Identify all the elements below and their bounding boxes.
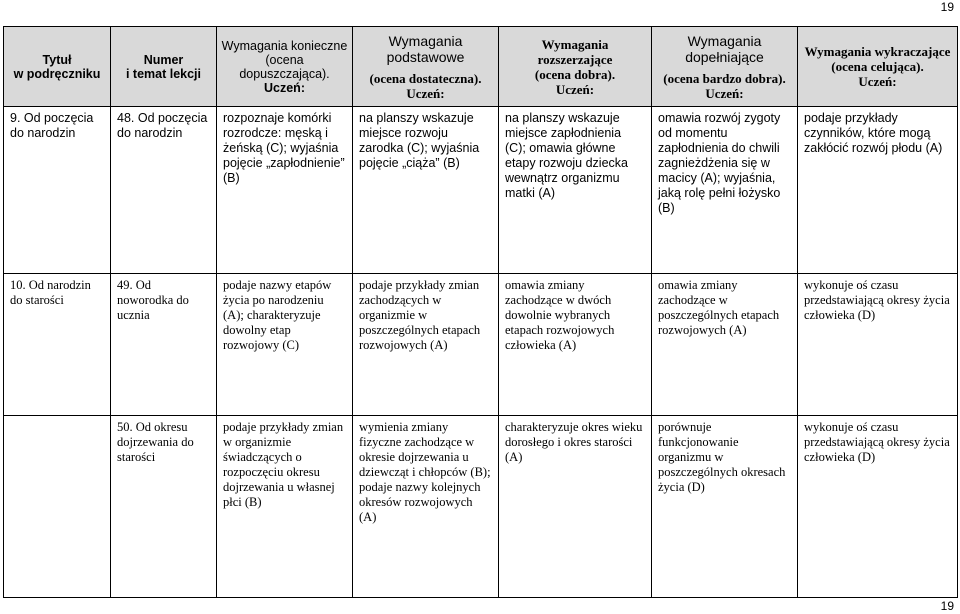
table-row: [4, 107, 958, 274]
header-konieczne-line-3: Uczeń:: [264, 80, 305, 95]
cell-dopelniajace: omawia rozwój zygoty od momentu zapłodnienia do chwili zagnieżdżenia się w macicy (A); wyjaśnia, jaką rolę pełni łożysko (B): [652, 107, 798, 274]
header-rozszerzajace-line-3: Uczeń:: [555, 81, 595, 97]
header-title-column: [4, 27, 111, 107]
cell-lesson: 49. Od noworodka do ucznia: [111, 274, 217, 416]
header-lesson-line-1: Numer: [143, 52, 184, 67]
table-row: [4, 274, 958, 416]
cell-podstawowe: podaje przykłady zmian zachodzących w organizmie w poszczególnych etapach rozwojowych (A): [353, 274, 499, 416]
cell-wykraczajace: podaje przykłady czynników, które mogą zakłócić rozwój płodu (A): [798, 107, 958, 274]
header-row: [4, 27, 958, 107]
cell-lesson: 48. Od poczęcia do narodzin: [111, 107, 217, 274]
header-dopelniajace-line-2: dopełniające: [685, 48, 764, 65]
page-number-top: 19: [940, 0, 954, 14]
cell-konieczne: rozpoznaje komórki rozrodcze: męską i żeńską (C); wyjaśnia pojęcie „zapłodnienie” (B): [217, 107, 353, 274]
header-konieczne-line-2: (ocena dopuszczająca).: [239, 52, 330, 81]
header-lesson-line-2: i temat lekcji: [125, 66, 202, 81]
header-lesson-column: [111, 27, 217, 107]
cell-dopelniajace: porównuje funkcjonowanie organizmu w poszczególnych okresach życia (D): [652, 416, 798, 598]
cell-konieczne: podaje nazwy etapów życia po narodzeniu (A); charakteryzuje dowolny etap rozwojowy (C): [217, 274, 353, 416]
header-podstawowe-line-3: (ocena dostateczna).: [369, 70, 482, 86]
header-dopelniajace-column: [652, 27, 798, 107]
page-number-bottom: 19: [940, 599, 954, 613]
cell-podstawowe: na planszy wskazuje miejsce rozwoju zarodka (C); wyjaśnia pojęcie „ciąża” (B): [353, 107, 499, 274]
cell-rozszerzajace: na planszy wskazuje miejsce zapłodnienia (C); omawia główne etapy rozwoju dziecka wewnątrz organizmu matki (A): [499, 107, 652, 274]
header-wykraczajace-line-2: (ocena celująca).: [831, 59, 924, 74]
cell-title: 9. Od poczęcia do narodzin: [4, 107, 111, 274]
requirements-table: [3, 26, 958, 598]
header-title-line-1: Tytuł: [42, 52, 72, 67]
header-podstawowe-line-2: podstawowe: [386, 48, 465, 65]
cell-rozszerzajace: omawia zmiany zachodzące w dwóch dowolnie wybranych etapach rozwojowych człowieka (A): [499, 274, 652, 416]
cell-konieczne: podaje przykłady zmian w organizmie świadczących o rozpoczęciu okresu dojrzewania u własnej płci (B): [217, 416, 353, 598]
header-dopelniajace-line-1: Wymagania: [687, 32, 762, 49]
cell-title: [4, 416, 111, 598]
cell-rozszerzajace: charakteryzuje okres wieku dorosłego i okres starości (A): [499, 416, 652, 598]
header-dopelniajace-line-4: Uczeń:: [705, 85, 744, 101]
header-title-line-2: w podręczniku: [13, 66, 101, 81]
header-rozszerzajace-line-2: (ocena dobra).: [534, 66, 616, 82]
header-dopelniajace-line-3: (ocena bardzo dobra).: [663, 70, 786, 86]
header-konieczne-column: [217, 27, 353, 107]
header-rozszerzajace-line-1: Wymagania rozszerzające: [537, 36, 613, 67]
header-podstawowe-column: [353, 27, 499, 107]
cell-wykraczajace: wykonuje oś czasu przedstawiającą okresy życia człowieka (D): [798, 274, 958, 416]
header-wykraczajace-line-1: Wymagania wykraczające: [804, 44, 951, 59]
cell-lesson: 50. Od okresu dojrzewania do starości: [111, 416, 217, 598]
header-rozszerzajace-column: [499, 27, 652, 107]
header-konieczne-line-1: Wymagania konieczne: [221, 38, 348, 53]
cell-podstawowe: wymienia zmiany fizyczne zachodzące w okresie dojrzewania u dziewcząt i chłopców (B); podaje nazwy kolejnych okresów rozwojowych (A): [353, 416, 499, 598]
cell-title: 10. Od narodzin do starości: [4, 274, 111, 416]
header-podstawowe-line-1: Wymagania: [388, 32, 463, 49]
cell-wykraczajace: wykonuje oś czasu przedstawiającą okresy życia człowieka (D): [798, 416, 958, 598]
header-wykraczajace-column: [798, 27, 958, 107]
header-podstawowe-line-4: Uczeń:: [406, 85, 445, 101]
table-row: [4, 416, 958, 598]
cell-dopelniajace: omawia zmiany zachodzące w poszczególnych etapach rozwojowych (A): [652, 274, 798, 416]
header-wykraczajace-line-3: Uczeń:: [858, 74, 897, 89]
